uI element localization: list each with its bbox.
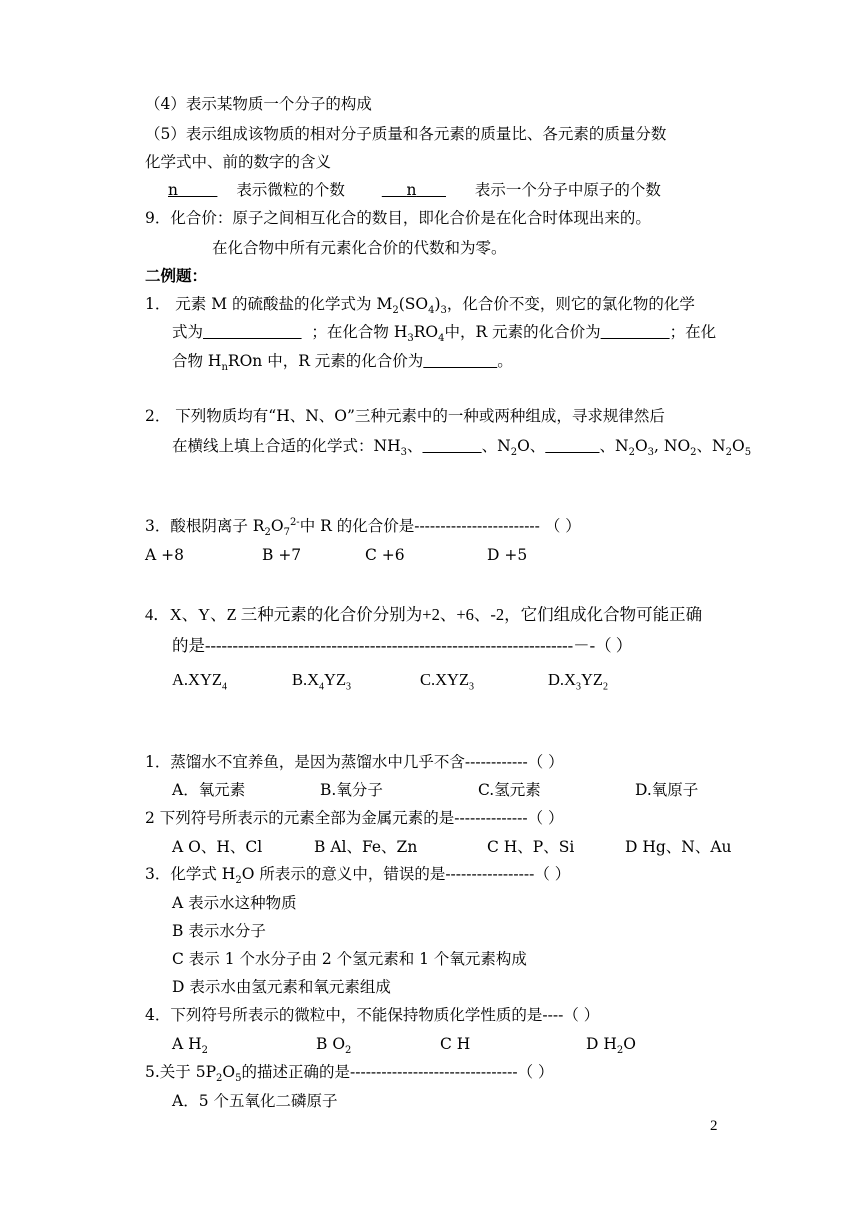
q4-option-d[interactable]: $D.X_3YZ_2$ — [548, 670, 608, 693]
q1-line-3: 合物 $H_nROn$ 中，R 元素的化合价为 。 — [172, 352, 513, 374]
n-desc-1: 表示微粒的个数 — [236, 181, 345, 199]
p1-option-b[interactable]: B.氧分子 — [320, 781, 383, 799]
p3-option-a[interactable]: A 表示水这种物质 — [172, 894, 297, 912]
q3-option-c[interactable]: C +6 — [365, 546, 405, 564]
q3-option-b[interactable]: B +7 — [262, 546, 302, 564]
p4-option-b[interactable]: B $O_2$ — [316, 1035, 352, 1057]
q3-option-a[interactable]: A +8 — [145, 546, 184, 564]
q3-option-d[interactable]: D +5 — [487, 546, 528, 564]
q4-option-b[interactable]: $B.X_4YZ_3$ — [292, 670, 352, 693]
p2-option-b[interactable]: B Al、Fe、Zn — [314, 838, 418, 856]
q4-option-a[interactable]: $A.XYZ_4$ — [172, 670, 227, 693]
n-label-2: n — [406, 181, 417, 199]
q1-line-2: 式为 ；在化合物 $H_3RO_4$中，R 元素的化合价为 ；在化 — [172, 323, 717, 345]
line-7 — [168, 180, 661, 200]
page-number: 2 — [710, 1118, 718, 1134]
line-4: （4）表示某物质一个分子的构成 — [145, 95, 372, 113]
p2-option-c[interactable]: C H、P、Si — [487, 838, 575, 856]
q4-line-1: 4．X、Y、Z 三种元素的化合价分别为+2、+6、-2，它们组成化合物可能正确 — [145, 605, 703, 624]
q2-line-1: 2． 下列物质均有“H、N、O”三种元素中的一种或两种组成，寻求规律然后 — [145, 407, 665, 425]
p2-question: 2 下列符号所表示的元素全部为金属元素的是--------------（ ） — [145, 809, 564, 827]
blank-3[interactable] — [423, 352, 497, 370]
p5-question: 5.关于 $5P_2O_5$的描述正确的是--------------------------------（ ） — [145, 1063, 554, 1085]
p4-option-c[interactable]: C H — [440, 1035, 471, 1053]
p2-option-d[interactable]: D Hg、N、Au — [625, 838, 732, 856]
p1-question: 1．蒸馏水不宜养鱼，是因为蒸馏水中几乎不含------------（ ） — [145, 753, 564, 771]
p1-option-a[interactable]: A．氧元素 — [172, 781, 246, 799]
line-9b: 在化合物中所有元素化合价的代数和为零。 — [212, 239, 507, 257]
p1-option-c[interactable]: C.氢元素 — [478, 781, 541, 799]
line-5: （5）表示组成该物质的相对分子质量和各元素的质量比、各元素的质量分数 — [145, 125, 667, 143]
q4-line-2: 的是-------------------------------------------------------------------－-（ ） — [172, 636, 633, 655]
blank-1[interactable] — [203, 323, 302, 341]
p4-option-a[interactable]: A $H_2$ — [172, 1035, 209, 1057]
blank-5[interactable] — [545, 437, 599, 455]
p3-option-c[interactable]: C 表示 1 个水分子由 2 个氢元素和 1 个氧元素构成 — [172, 950, 527, 968]
n-label-1: n — [168, 181, 178, 199]
line-9: 9．化合价：原子之间相互化合的数目，即化合价是在化合时体现出来的。 — [145, 209, 651, 227]
q2-line-2: 在横线上填上合适的化学式：$NH_3$、 、$N_2O$、 、$N_2O_3$, $NO_2$、$N_2O_5$ — [172, 437, 752, 459]
p3-question: 3．化学式 $H_2O$ 所表示的意义中，错误的是-----------------（ ） — [145, 865, 571, 887]
line-6: 化学式中、前的数字的含义 — [145, 153, 332, 171]
blank-4[interactable] — [422, 437, 481, 455]
n-desc-2: 表示一个分子中原子的个数 — [474, 181, 661, 199]
q3-question: 3．酸根阴离子 $R_2O_7^{2-}$中 R 的化合价是------------------------ （ ） — [145, 516, 581, 539]
p4-question: 4．下列符号所表示的微粒中，不能保持物质化学性质的是----（ ） — [145, 1006, 600, 1024]
blank-2[interactable] — [601, 323, 670, 341]
p2-option-a[interactable]: A O、H、Cl — [172, 838, 263, 856]
q1-line-1: 1． 元素 M 的硫酸盐的化学式为 $M_2(SO_4)_3$，化合价不变，则它的氯化物的化学 — [145, 295, 695, 317]
p3-option-d[interactable]: D 表示水由氢元素和氧元素组成 — [172, 978, 391, 996]
p1-option-d[interactable]: D.氧原子 — [635, 781, 699, 799]
p3-option-b[interactable]: B 表示水分子 — [172, 922, 266, 940]
section-heading: 二例题： — [145, 266, 208, 285]
p4-option-d[interactable]: D $H_2O$ — [586, 1035, 636, 1057]
q4-option-c[interactable]: $C.XYZ_3$ — [420, 670, 475, 693]
p5-option-a[interactable]: A．5 个五氧化二磷原子 — [172, 1092, 338, 1110]
